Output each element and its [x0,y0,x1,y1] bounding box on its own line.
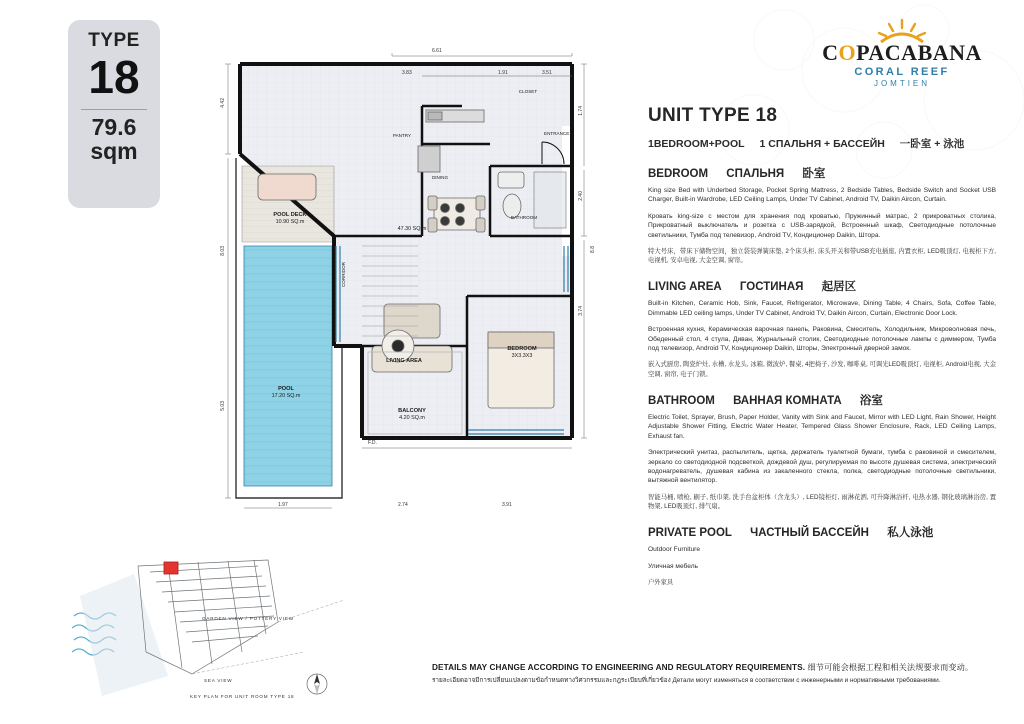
section-bathroom-heading [648,392,996,408]
heading-ru: СПАЛЬНЯ [726,168,785,180]
dim-top-1: 3.83 [402,70,412,76]
unit-subheading [648,136,996,151]
footer-disclaimer [432,662,996,685]
room-label-pantry: PANTRY [392,133,412,138]
room-label-living-area: LIVING AREA [386,358,422,364]
unit-type-badge [68,20,160,208]
heading-ru: ВАННАЯ КОМНАТА [733,394,842,407]
pool-text-en: Outdoor Furniture [648,546,701,554]
logo-line-2: CORAL REEF [854,66,950,78]
pool-text-ru: Уличная мебель [648,562,698,570]
badge-area: 79.6 [91,114,137,140]
footer-cn: 细节可能会根据工程和相关法规要求而变动。 [807,663,974,672]
section-bedroom [648,165,996,265]
dim-left-3: 5.03 [220,401,226,411]
bathroom-text-cn: 智能马桶, 喷枪, 刷子, 纸巾架, 洗手台盆柜体（含龙头）, LED镜柜灯, 雨淋花洒, 可升降淋浴杆, 电热水器, 钢化玻璃淋浴房, 置物架, LED吸顶灯, 排气扇。 [648,493,996,510]
heading-en: BATHROOM [648,394,715,407]
room-label-total-area: 47.30 SQ.m [397,226,427,232]
badge-type-number: 18 [88,51,140,103]
section-pool-heading [648,524,996,540]
bedroom-text-en: King size Bed with Underbed Storage, Pocket Spring Mattress, 2 Bedside Tables, Bedside Switch and Socket USB Charger, Built-in Wardrobe, LED Ceiling Lamps, Under TV Cabinet, Android TV, Daikin Aircon, Curtain. [648,187,996,204]
heading-en: BEDROOM [648,168,709,180]
dim-left-2: 8.03 [220,246,226,256]
dim-top-2: 6.61 [432,48,442,54]
bathroom-text-en: Electric Toilet, Sprayer, Brush, Paper Holder, Vanity with Sink and Faucet, Mirror with LED Light, Rain Shower, Height Adjustable Shower Fitting, Electric Water Heater, Tempered Glass Shower Enclosure, Rack, LED Ceiling Lamps, Exhaust fan. [648,413,996,440]
living-text-cn: 嵌入式厨房, 陶瓷炉灶, 水槽, 水龙头, 冰箱, 微波炉, 餐桌, 4把椅子, 沙发, 咖啡桌, 可调光LED吸顶灯, 电视柜, Android电视, 大金空调, 窗帘, 电子门锁。 [648,361,996,378]
door-fd-label: F.D. [368,440,377,446]
brand-logo [812,18,992,88]
section-living-area [648,278,996,378]
dim-right-1: 1.74 [578,106,584,116]
heading-ru: ГОСТИНАЯ [739,281,804,294]
living-text-ru: Встроенная кухня, Керамическая варочная панель, Раковина, Смеситель, Холодильник, Микроволновая печь, Обеденный стол, 4 стула, Диван, Журнальный столик, Светодиодные потолочные лампы с диммером, Тумба под телевизор, Android TV, Кондиционер Daikin, Шторы, Электронный дверной замок. [648,326,996,353]
key-plan-view-2: SEA VIEW [204,678,233,683]
footer-th: รายละเอียดอาจมีการเปลี่ยนแปลงตามข้อกำหนดทางวิศวกรรมและกฎระเบียบที่เกี่ยวข้อง [432,677,671,684]
footer-en: DETAILS MAY CHANGE ACCORDING TO ENGINEERING AND REGULATORY REQUIREMENTS. [432,663,806,672]
room-label-balcony: BALCONY 4.20 SQ.m [398,408,426,421]
room-label-bedroom: BEDROOM 3X3.3X3 [507,346,537,359]
dim-top-3: 1.91 [498,70,508,76]
badge-type-label: TYPE [88,30,140,51]
dim-bottom-1: 1.97 [278,502,288,508]
dim-right-3: 3.74 [578,306,584,316]
dim-bottom-3: 3.91 [502,502,512,508]
room-label-pool-deck: POOL DECK 10.90 SQ.m [273,212,307,225]
room-label-pool: POOL 17.20 SQ.m [271,386,301,399]
room-label-entrance: ENTRANCE [544,131,570,136]
dim-bottom-2: 2.74 [398,502,408,508]
room-label-dining: DINING [431,175,449,180]
heading-en: PRIVATE POOL [648,527,732,540]
living-text-en: Built-in Kitchen, Ceramic Hob, Sink, Faucet, Refrigerator, Microwave, Dining Table, 4 Chairs, Sofa, Coffee Table, Dimmable LED ceiling lamps, Under TV Cabinet, Android TV, Daikin Aircon, Curtain, Electronic Door Lock. [648,300,996,317]
dim-top-4: 3.51 [542,70,552,76]
dim-right-4: 8.8 [590,246,596,253]
subhead-ru: 1 СПАЛЬНЯ + БАССЕЙН [759,138,885,150]
page-title: UNIT TYPE 18 [648,105,778,126]
footer-line-1 [432,662,996,673]
heading-cn: 私人泳池 [887,527,934,540]
dim-right-2: 2.40 [578,191,584,201]
room-label-corridor: CORRIDOR [341,262,346,288]
bedroom-text-ru: Кровать king-size с местом для хранения под кроватью, Пружинный матрас, 2 прикроватных столика, Прикроватный выключатель и розетка с USB-зарядкой, Встроенный шкаф, Светодиодные потолочные светильники, Тумба под телевизор, Android TV, Кондиционер Daikin, Штора. [648,212,996,239]
bathroom-text-ru: Электрический унитаз, распылитель, щетка, держатель туалетной бумаги, тумба с раковиной и смесителем, зеркало со светодиодной подсветкой, дождевой душ, регулируемая по высоте душевая система, электрический водонагреватель, душевая кабина из закаленного стекла, полка, светодиодные потолочные светильники, вытяжной вентилятор. [648,449,996,485]
logo-brand-name: COPACABANA [822,40,982,65]
badge-area-unit: sqm [90,138,138,164]
heading-cn: 卧室 [802,168,826,180]
room-label-bathroom: BATHROOM [510,215,538,220]
section-bathroom [648,392,996,511]
key-plan-title: KEY PLAN FOR UNIT ROOM TYPE 18 [190,694,295,699]
section-bedroom-heading [648,165,996,181]
bedroom-text-cn: 特大号床，带床下储物空间，独立袋装弹簧床垫, 2个床头柜, 床头开关和带USB充电插座, 内置衣柜, LED吸顶灯, 电视柜下方, 电视机, 安卓电视, 大金空调, 窗帘。 [648,248,996,265]
sun-icon [812,18,992,44]
room-label-closet: CLOSET [518,89,538,94]
section-living-heading [648,278,996,294]
heading-en: LIVING AREA [648,281,722,294]
badge-divider [81,109,147,110]
floor-plan-drawing [212,46,612,546]
subhead-en: 1BEDROOM+POOL [648,138,745,150]
unit-info-panel [648,105,996,600]
heading-cn: 起居区 [821,281,857,294]
pool-text-cn: 户外家具 [648,578,674,586]
footer-line-2 [432,676,996,685]
floor-plan-svg [212,46,612,546]
heading-cn: 浴室 [859,394,883,407]
subhead-cn: 一卧室 + 泳池 [899,138,965,150]
compass-rose [305,672,329,701]
footer-ru: Детали могут изменяться в соответствии с инженерными и нормативными требованиями. [672,677,941,684]
logo-line-3: JOMTIEN [873,79,931,88]
section-private-pool [648,524,996,587]
dim-left-1: 4.42 [220,98,226,108]
key-plan-view-1: GARDEN VIEW / POTTERY VIEW [202,616,294,621]
heading-ru: ЧАСТНЫЙ БАССЕЙН [750,527,869,540]
